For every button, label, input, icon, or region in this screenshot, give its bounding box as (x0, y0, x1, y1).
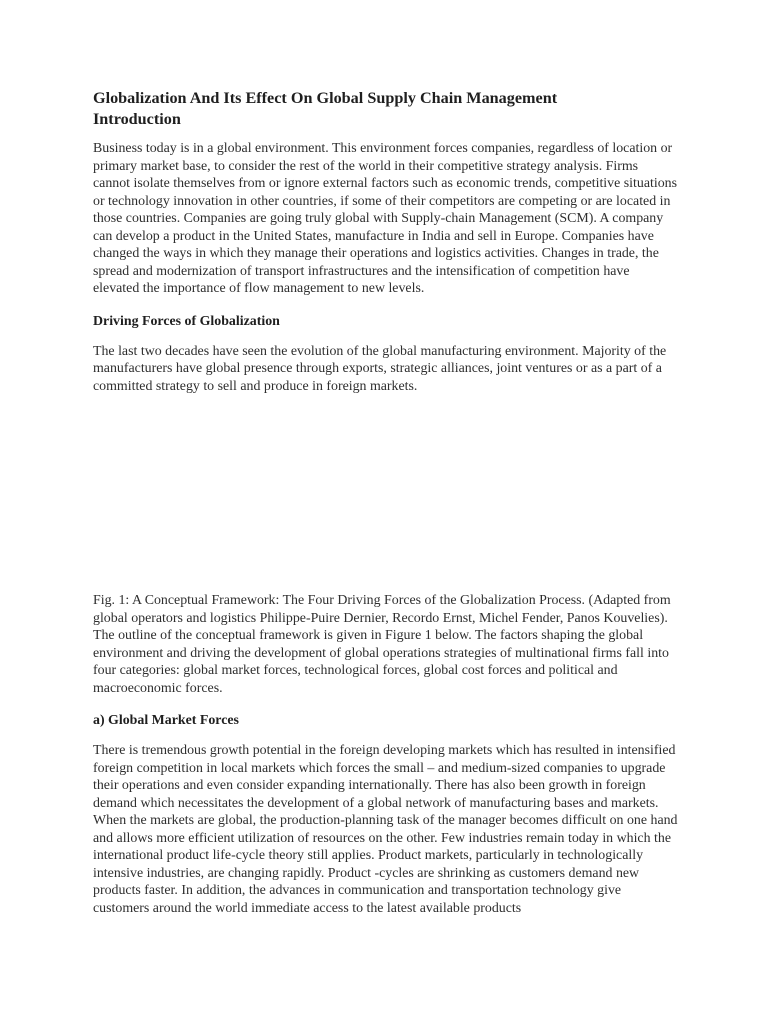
document-page (93, 88, 678, 932)
figure-caption-paragraph: Fig. 1: A Conceptual Framework: The Four Driving Forces of the Globalization Process. (Adapted from global operators and logistics Philippe-Puire Dernier, Recordo Ernst, Michel Fender, Panos Kouvelies). The outline of the conceptual framework is given in Figure 1 below. The factors shaping the global environment and driving the development of global operations strategies of multinational firms fall into four categories: global market forces, technological forces, global cost forces and political and macroeconomic forces. (93, 593, 671, 696)
document-title (93, 88, 678, 130)
title-line-1: Globalization And Its Effect On Global Supply Chain Management (93, 89, 558, 107)
intro-paragraph: Business today is in a global environment. This environment forces companies, regardless of location or primary market base, to consider the rest of the world in their competitive strategy analysis. Firms cannot isolate themselves from or ignore external factors such as economic trends, competitive situations or technology innovation in other countries, if some of their competitors are competing or are located in those countries. Companies are going truly global with Supply-chain Management (SCM). A company can develop a product in the United States, manufacture in India and sell in Europe. Companies have changed the ways in which they manage their operations and logistics activities. Changes in trade, the spread and modernization of transport infrastructures and the intensification of competition have elevated the importance of flow management to new levels. (93, 141, 678, 296)
section-heading-driving-forces: Driving Forces of Globalization (93, 313, 280, 329)
figure-placeholder (93, 410, 678, 592)
driving-forces-paragraph: The last two decades have seen the evolution of the global manufacturing environment. Majority of the manufacturers have global presence through exports, strategic alliances, joint ventures or as a part of a committed strategy to sell and produce in foreign markets. (93, 343, 667, 394)
global-market-forces-paragraph: There is tremendous growth potential in the foreign developing markets which has resulted in intensified foreign competition in local markets which forces the small – and medium-sized companies to upgrade their operations and even consider expanding internationally. There has also been growth in foreign demand which necessitates the development of a global network of manufacturing bases and markets. When the markets are global, the production-planning task of the manager becomes difficult on one hand and allows more efficient utilization of resources on the other. Few industries remain today in which the international product life-cycle theory still applies. Product markets, particularly in technologically intensive industries, are changing rapidly. Product -cycles are shrinking as customers demand new products faster. In addition, the advances in communication and transportation technology give customers around the world immediate access to the latest available products (93, 743, 678, 916)
title-line-2: Introduction (93, 110, 181, 128)
section-heading-global-market-forces: a) Global Market Forces (93, 713, 239, 728)
